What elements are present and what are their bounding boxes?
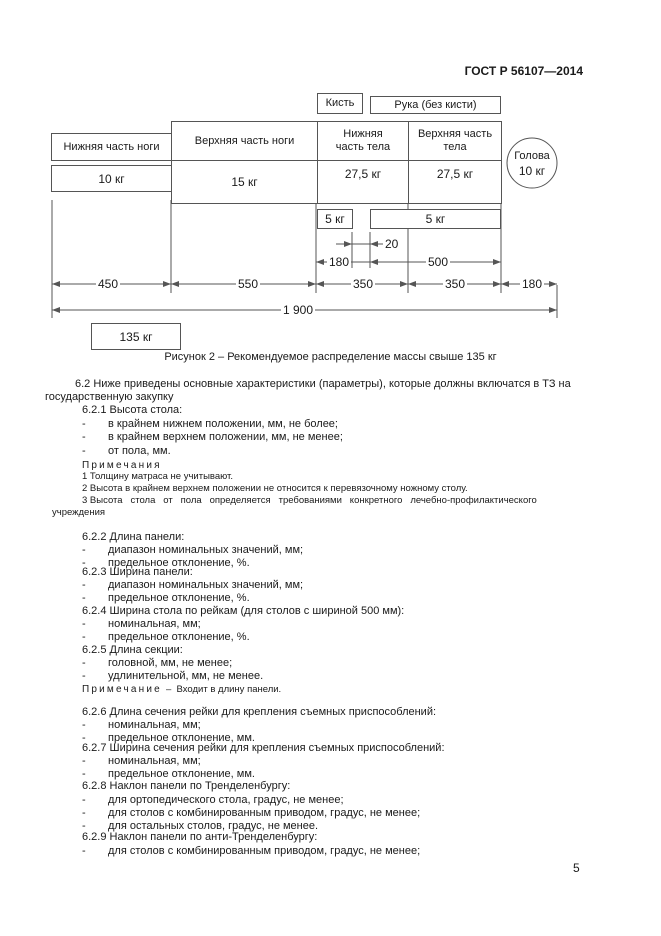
arm-label: Рука (без кисти) [394, 98, 477, 111]
heading-6-2-1: 6.2.1 Высота стола: [82, 404, 183, 416]
heading-6-2-3: 6.2.3 Ширина панели: [82, 566, 193, 578]
upper-body-mass-box [408, 160, 502, 204]
heading-6-2-6: 6.2.6 Длина сечения рейки для крепления съемных приспособлений: [82, 706, 437, 718]
bullet-6-2-6-2: предельное отклонение, мм. [108, 732, 255, 744]
hand-label-box [317, 93, 363, 114]
notes-title: Примечания [82, 460, 162, 471]
bullet-dash: - [82, 579, 86, 591]
bullet-6-2-1-2: в крайнем верхнем положении, мм, не менее; [108, 431, 343, 443]
upper-leg-mass: 15 кг [231, 175, 258, 189]
upper-leg-mass-box [171, 160, 318, 204]
arm-mass: 5 кг [425, 212, 446, 226]
bullet-dash: - [82, 794, 86, 806]
bullet-6-2-4-1: номинальная, мм; [108, 618, 201, 630]
bullet-6-2-7-2: предельное отклонение, мм. [108, 768, 255, 780]
dim-hand: 180 [329, 255, 350, 269]
dim-arm: 500 [428, 255, 449, 269]
hand-label: Кисть [325, 97, 355, 109]
head-circle [507, 138, 557, 188]
note-3-line2: учреждения [52, 507, 106, 518]
note-2: 2 Высота в крайнем верхнем положении не относится к перевязочному ножному столу. [82, 483, 468, 494]
page-number: 5 [573, 861, 580, 875]
dim-gap: 20 [385, 237, 399, 251]
bullet-6-2-2-2: предельное отклонение, %. [108, 557, 250, 569]
bullet-6-2-1-1: в крайнем нижнем положении, мм, не более; [108, 418, 338, 430]
bullet-6-2-9-1: для столов с комбинированным приводом, градус, не менее; [108, 845, 421, 857]
bullet-dash: - [82, 592, 86, 604]
bullet-6-2-3-2: предельное отклонение, %. [108, 592, 250, 604]
bullet-dash: - [82, 732, 86, 744]
head-mass: 10 кг [518, 164, 546, 178]
paragraph-6-2-line1: 6.2 Ниже приведены основные характеристики (параметры), которые должны включатся в ТЗ на [75, 378, 571, 390]
bullet-dash: - [82, 544, 86, 556]
bullet-6-2-3-1: диапазон номинальных значений, мм; [108, 579, 304, 591]
lower-body-label: Нижняя часть тела [335, 128, 391, 153]
bullet-6-2-1-3: от пола, мм. [108, 445, 171, 457]
paragraph-6-2-line2: государственную закупку [45, 391, 174, 403]
arm-label-box [370, 96, 501, 114]
heading-6-2-8: 6.2.8 Наклон панели по Тренделенбургу: [82, 780, 291, 792]
bullet-dash: - [82, 670, 86, 682]
bullet-6-2-6-1: номинальная, мм; [108, 719, 201, 731]
bullet-dash: - [82, 845, 86, 857]
dim-lower-leg: 450 [98, 277, 119, 291]
note-single-text: – Входит в длину панели. [166, 684, 282, 695]
upper-leg-label-box [171, 121, 318, 161]
head-label: Голова [514, 150, 550, 162]
upper-body-mass: 27,5 кг [436, 167, 474, 181]
dim-head: 180 [522, 277, 543, 291]
total-mass-box [91, 323, 181, 350]
lower-leg-mass: 10 кг [98, 171, 125, 186]
arm-mass-box [370, 209, 501, 229]
bullet-6-2-7-1: номинальная, мм; [108, 755, 201, 767]
bullet-dash: - [82, 631, 86, 643]
note-1: 1 Толщину матраса не учитывают. [82, 471, 233, 482]
heading-6-2-4: 6.2.4 Ширина стола по рейкам (для столов с шириной 500 мм): [82, 605, 405, 617]
upper-body-label-box [408, 121, 502, 161]
bullet-6-2-2-1: диапазон номинальных значений, мм; [108, 544, 304, 556]
heading-6-2-9: 6.2.9 Наклон панели по анти-Тренделенбургу: [82, 831, 318, 843]
bullet-dash: - [82, 768, 86, 780]
lower-leg-mass-box [51, 165, 172, 192]
bullet-dash: - [82, 618, 86, 630]
dim-upper-leg: 550 [238, 277, 259, 291]
bullet-dash: - [82, 820, 86, 832]
bullet-dash: - [82, 431, 86, 443]
note-3-line1: 3 Высота стола от пола определяется требованиями конкретного лечебно-профилактического [82, 495, 537, 506]
heading-6-2-5: 6.2.5 Длина секции: [82, 644, 183, 656]
document-code: ГОСТ Р 56107—2014 [464, 64, 583, 78]
bullet-6-2-5-2: удлинительной, мм, не менее. [108, 670, 264, 682]
bullet-dash: - [82, 418, 86, 430]
upper-body-label: Верхняя часть тела [417, 128, 493, 153]
heading-6-2-2: 6.2.2 Длина панели: [82, 531, 185, 543]
bullet-dash: - [82, 557, 86, 569]
dim-upper-body: 350 [445, 277, 466, 291]
bullet-6-2-8-1: для ортопедического стола, градус, не менее; [108, 794, 344, 806]
bullet-dash: - [82, 657, 86, 669]
figure-caption: Рисунок 2 – Рекомендуемое распределение массы свыше 135 кг [164, 351, 497, 363]
total-mass: 135 кг [119, 329, 153, 344]
upper-leg-label: Верхняя часть ноги [194, 134, 295, 147]
lower-body-mass: 27,5 кг [344, 167, 382, 181]
hand-mass-box [317, 209, 353, 229]
bullet-6-2-8-2: для столов с комбинированным приводом, градус, не менее; [108, 807, 421, 819]
bullet-dash: - [82, 755, 86, 767]
bullet-6-2-4-2: предельное отклонение, %. [108, 631, 250, 643]
bullet-6-2-8-3: для остальных столов, градус, не менее. [108, 820, 319, 832]
lower-leg-label: Нижняя часть ноги [63, 140, 160, 153]
note-title-single: Примечание [82, 684, 162, 695]
heading-6-2-7: 6.2.7 Ширина сечения рейки для крепления съемных приспособлений: [82, 742, 445, 754]
lower-body-label-box [317, 121, 409, 161]
bullet-6-2-5-1: головной, мм, не менее; [108, 657, 233, 669]
hand-mass: 5 кг [325, 212, 345, 226]
bullet-dash: - [82, 719, 86, 731]
bullet-dash: - [82, 445, 86, 457]
lower-body-mass-box [317, 160, 409, 204]
dim-lower-body: 350 [353, 277, 374, 291]
bullet-dash: - [82, 807, 86, 819]
lower-leg-label-box [51, 133, 172, 161]
dim-total: 1 900 [283, 303, 314, 317]
